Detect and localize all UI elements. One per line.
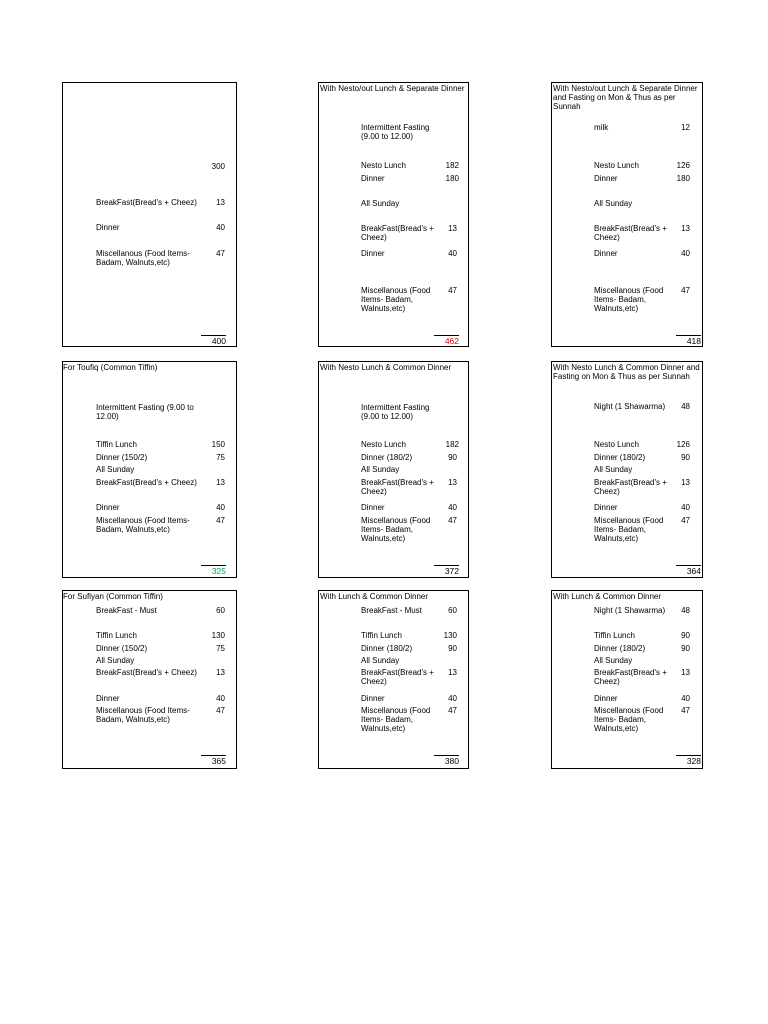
- budget-block-5: [318, 361, 469, 578]
- row-label: Miscellanous (Food Items- Badam, Walnuts,etc): [96, 706, 190, 724]
- row-label: Nesto Lunch: [361, 440, 406, 449]
- row-value: 47: [448, 286, 457, 295]
- row-value: 48: [681, 402, 690, 411]
- block-total: 325: [201, 565, 226, 576]
- block-total: 372: [434, 565, 459, 576]
- row-label: Dinner (180/2): [594, 644, 646, 653]
- block-title: For Sufiyan (Common Tiffin): [63, 592, 163, 601]
- block-title: With Lunch & Common Dinner: [553, 592, 662, 601]
- budget-block-4: [62, 361, 237, 578]
- row-label: Miscellanous (Food Items- Badam, Walnuts,etc): [361, 516, 431, 543]
- row-label: Dinner: [96, 503, 120, 512]
- row-value: 75: [216, 453, 225, 462]
- row-label: All Sunday: [361, 199, 400, 208]
- row-value: 300: [211, 162, 225, 171]
- block-title: For Toufiq (Common Tiffin): [63, 363, 158, 372]
- row-label: Dinner: [594, 249, 618, 258]
- row-label: Miscellanous (Food Items- Badam, Walnuts,etc): [361, 706, 431, 733]
- row-label: Nesto Lunch: [594, 440, 639, 449]
- row-label: All Sunday: [361, 656, 400, 665]
- row-value: 12: [681, 123, 690, 132]
- row-label: Miscellanous (Food Items- Badam, Walnuts,etc): [594, 706, 664, 733]
- row-value: 126: [676, 161, 690, 170]
- block-title: With Nesto/out Lunch & Separate Dinner and Fasting on Mon & Thus as per Sunnah: [553, 84, 698, 111]
- row-value: 40: [681, 694, 690, 703]
- row-label: Dinner (150/2): [96, 644, 148, 653]
- row-value: 150: [211, 440, 225, 449]
- row-value: 40: [216, 694, 225, 703]
- row-label: Nesto Lunch: [361, 161, 406, 170]
- row-value: 40: [448, 694, 457, 703]
- row-value: 90: [448, 644, 457, 653]
- block-total: 328: [676, 755, 701, 766]
- row-value: 13: [681, 668, 690, 677]
- row-value: 47: [681, 706, 690, 715]
- row-value: 75: [216, 644, 225, 653]
- row-label: Miscellanous (Food Items- Badam, Walnuts,etc): [96, 516, 190, 534]
- row-label: Miscellanous (Food Items- Badam, Walnuts,etc): [594, 286, 664, 313]
- row-label: BreakFast(Bread's + Cheez): [96, 478, 197, 487]
- row-label: Tiffin Lunch: [594, 631, 635, 640]
- budget-block-8: [318, 590, 469, 769]
- block-total: 462: [434, 335, 459, 346]
- row-value: 182: [445, 161, 459, 170]
- budget-block-2: [318, 82, 469, 347]
- row-label: BreakFast(Bread's + Cheez): [594, 668, 667, 686]
- block-title: With Nesto Lunch & Common Dinner: [320, 363, 452, 372]
- row-value: 60: [216, 606, 225, 615]
- row-value: 13: [448, 668, 457, 677]
- row-label: Dinner (180/2): [361, 644, 413, 653]
- row-label: Dinner (150/2): [96, 453, 148, 462]
- row-value: 47: [448, 516, 457, 525]
- block-title: With Nesto/out Lunch & Separate Dinner: [320, 84, 465, 93]
- row-value: 40: [448, 249, 457, 258]
- budget-block-1: [62, 82, 237, 347]
- row-label: Tiffin Lunch: [361, 631, 402, 640]
- row-value: 13: [216, 668, 225, 677]
- block-total: 400: [201, 335, 226, 346]
- row-label: All Sunday: [594, 199, 633, 208]
- row-label: Dinner: [594, 503, 618, 512]
- row-label: All Sunday: [361, 465, 400, 474]
- row-value: 13: [681, 224, 690, 233]
- row-value: 40: [216, 503, 225, 512]
- budget-block-6: [551, 361, 703, 578]
- row-value: 60: [448, 606, 457, 615]
- row-label: BreakFast - Must: [361, 606, 422, 615]
- row-value: 13: [448, 224, 457, 233]
- block-total: 364: [676, 565, 701, 576]
- row-value: 40: [216, 223, 225, 232]
- row-value: 47: [681, 286, 690, 295]
- row-label: Miscellanous (Food Items- Badam, Walnuts,etc): [361, 286, 431, 313]
- row-value: 180: [445, 174, 459, 183]
- row-label: Dinner: [361, 249, 385, 258]
- block-total: 365: [201, 755, 226, 766]
- row-label: Miscellanous (Food Items- Badam, Walnuts,etc): [96, 249, 190, 267]
- row-value: 40: [681, 249, 690, 258]
- row-label: Dinner (180/2): [361, 453, 413, 462]
- row-value: 90: [681, 453, 690, 462]
- block-title: With Lunch & Common Dinner: [320, 592, 429, 601]
- row-label: Night (1 Shawarma): [594, 606, 666, 615]
- row-value: 90: [681, 644, 690, 653]
- row-label: Dinner: [361, 503, 385, 512]
- row-value: 182: [445, 440, 459, 449]
- row-value: 13: [448, 478, 457, 487]
- row-value: 40: [448, 503, 457, 512]
- block-total: 380: [434, 755, 459, 766]
- row-value: 47: [448, 706, 457, 715]
- row-value: 47: [216, 249, 225, 258]
- row-value: 13: [681, 478, 690, 487]
- row-label: Dinner (180/2): [594, 453, 646, 462]
- row-value: 13: [216, 198, 225, 207]
- row-label: milk: [594, 123, 609, 132]
- row-value: 126: [676, 440, 690, 449]
- block-total: 418: [676, 335, 701, 346]
- row-value: 47: [216, 706, 225, 715]
- budget-block-7: [62, 590, 237, 769]
- row-label: All Sunday: [96, 465, 135, 474]
- row-label: Nesto Lunch: [594, 161, 639, 170]
- row-label: All Sunday: [594, 656, 633, 665]
- row-value: 48: [681, 606, 690, 615]
- budget-block-3: [551, 82, 703, 347]
- row-label: Dinner: [594, 694, 618, 703]
- row-label: Dinner: [96, 223, 120, 232]
- row-label: Intermittent Fasting (9.00 to 12.00): [361, 403, 430, 421]
- budget-block-9: [551, 590, 703, 769]
- row-label: Miscellanous (Food Items- Badam, Walnuts,etc): [594, 516, 664, 543]
- row-label: All Sunday: [594, 465, 633, 474]
- row-label: Dinner: [361, 174, 385, 183]
- block-title: With Nesto Lunch & Common Dinner and Fasting on Mon & Thus as per Sunnah: [553, 363, 700, 381]
- row-label: Dinner: [594, 174, 618, 183]
- row-value: 47: [216, 516, 225, 525]
- row-value: 40: [681, 503, 690, 512]
- row-label: Dinner: [96, 694, 120, 703]
- row-value: 180: [676, 174, 690, 183]
- row-label: Dinner: [361, 694, 385, 703]
- row-label: Tiffin Lunch: [96, 440, 137, 449]
- row-label: Night (1 Shawarma): [594, 402, 666, 411]
- row-label: BreakFast(Bread's + Cheez): [361, 224, 434, 242]
- row-label: BreakFast(Bread's + Cheez): [96, 668, 197, 677]
- row-value: 130: [211, 631, 225, 640]
- row-label: BreakFast - Must: [96, 606, 157, 615]
- row-value: 13: [216, 478, 225, 487]
- row-label: All Sunday: [96, 656, 135, 665]
- row-label: Tiffin Lunch: [96, 631, 137, 640]
- row-label: Intermittent Fasting (9.00 to 12.00): [361, 123, 430, 141]
- row-label: BreakFast(Bread's + Cheez): [594, 478, 667, 496]
- row-value: 90: [448, 453, 457, 462]
- row-label: BreakFast(Bread's + Cheez): [594, 224, 667, 242]
- row-value: 90: [681, 631, 690, 640]
- row-label: BreakFast(Bread's + Cheez): [361, 668, 434, 686]
- row-value: 130: [443, 631, 457, 640]
- row-label: BreakFast(Bread's + Cheez): [96, 198, 197, 207]
- row-value: 47: [681, 516, 690, 525]
- row-label: BreakFast(Bread's + Cheez): [361, 478, 434, 496]
- row-label: Intermittent Fasting (9.00 to 12.00): [96, 403, 194, 421]
